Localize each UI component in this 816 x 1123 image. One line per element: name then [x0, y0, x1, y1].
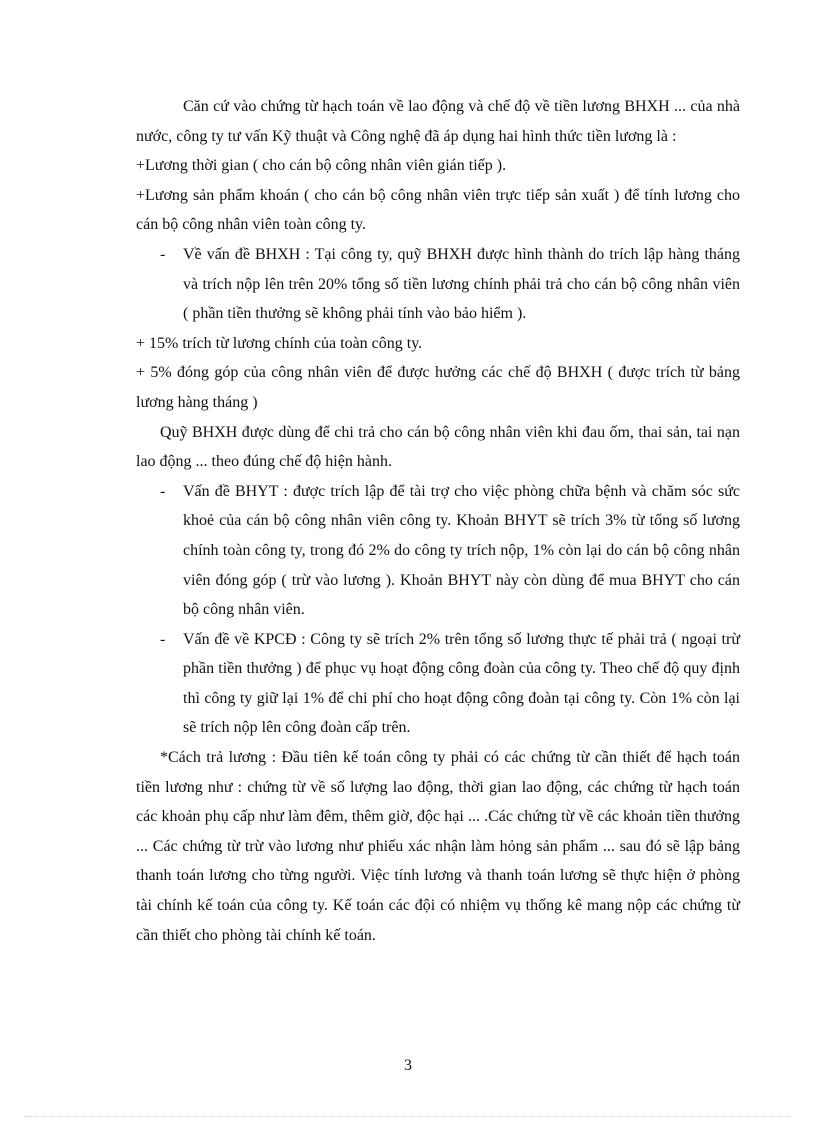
- list-item-kpcd: [160, 625, 740, 743]
- paragraph-intro: Căn cứ vào chứng từ hạch toán về lao động và chế độ về tiền lương BHXH ... của nhà nước, công ty tư vấn Kỹ thuật và Công nghệ đã áp dụng hai hình thức tiền lương là :: [136, 98, 740, 145]
- paragraph-payment-method: *Cách trả lương : Đầu tiên kế toán công ty phải có các chứng từ cần thiết để hạch toán tiền lương như : chứng từ về số lượng lao động, thời gian lao động, các chứng từ hạch toán các khoản phụ cấp như làm đêm, thêm giờ, độc hại ... .Các chứng từ về các khoản tiền thưởng ... Các chứng từ trừ vào lương như phiếu xác nhận làm hỏng sản phẩm ... sau đó sẽ lập bảng thanh toán lương cho từng người. Việc tính lương và thanh toán lương sẽ thực hiện ở phòng tài chính kế toán của công ty. Kế toán các đội có nhiệm vụ thống kê mang nộp các chứng từ cần thiết cho phòng tài chính kế toán.: [136, 749, 740, 944]
- list-item-text: Vấn đề BHYT : được trích lập để tài trợ cho việc phòng chữa bệnh và chăm sóc sức khoẻ của cán bộ công nhân viên công ty. Khoản BHYT sẽ trích 3% từ tổng số lương chính toàn công ty, trong đó 2% do công ty trích nộp, 1% còn lại do cán bộ công nhân viên đóng góp ( trừ vào lương ). Khoản BHYT này còn dùng để mua BHYT cho cán bộ công nhân viên.: [183, 482, 740, 619]
- paragraph-piece-wage: +Lương sản phẩm khoán ( cho cán bộ công nhân viên trực tiếp sản xuất ) để tính lương cho cán bộ công nhân viên toàn công ty.: [136, 186, 740, 234]
- body-text: [136, 92, 740, 950]
- list-item-text: Về vấn đề BHXH : Tại công ty, quỹ BHXH được hình thành do trích lập hàng tháng và trích nộp lên trên 20% tổng số tiền lương chính phải trả cho cán bộ công nhân viên ( phần tiền thưởng sẽ không phải tính vào bảo hiểm ).: [183, 245, 740, 323]
- dash-bullet: -: [160, 482, 166, 500]
- page-bottom-divider: [24, 1116, 792, 1117]
- list-item-text: Vấn đề về KPCĐ : Công ty sẽ trích 2% trên tổng số lương thực tế phải trả ( ngoại trừ phần tiền thưởng ) để phục vụ hoạt động công đoàn của công ty. Theo chế độ quy định thì công ty giữ lại 1% để chi phí cho hoạt động công đoàn tại công ty. Còn 1% còn lại sẽ trích nộp lên công đoàn cấp trên.: [183, 630, 740, 737]
- paragraph-5-percent: + 5% đóng góp của công nhân viên để được hưởng các chế độ BHXH ( được trích từ bảng lương hàng tháng ): [136, 364, 740, 411]
- paragraph-bhxh-usage: Quỹ BHXH được dùng để chi trả cho cán bộ công nhân viên khi đau ốm, thai sản, tai nạn lao động ... theo đúng chế độ hiện hành.: [136, 423, 740, 471]
- paragraph-time-wage: +Lương thời gian ( cho cán bộ công nhân viên gián tiếp ).: [136, 157, 507, 175]
- list-item-bhxh: [160, 240, 740, 329]
- dash-bullet: -: [160, 630, 166, 648]
- dash-bullet: -: [160, 245, 166, 263]
- list-item-bhyt: [160, 477, 740, 625]
- page-number: 3: [404, 1057, 412, 1074]
- paragraph-15-percent: + 15% trích từ lương chính của toàn công ty.: [136, 334, 423, 352]
